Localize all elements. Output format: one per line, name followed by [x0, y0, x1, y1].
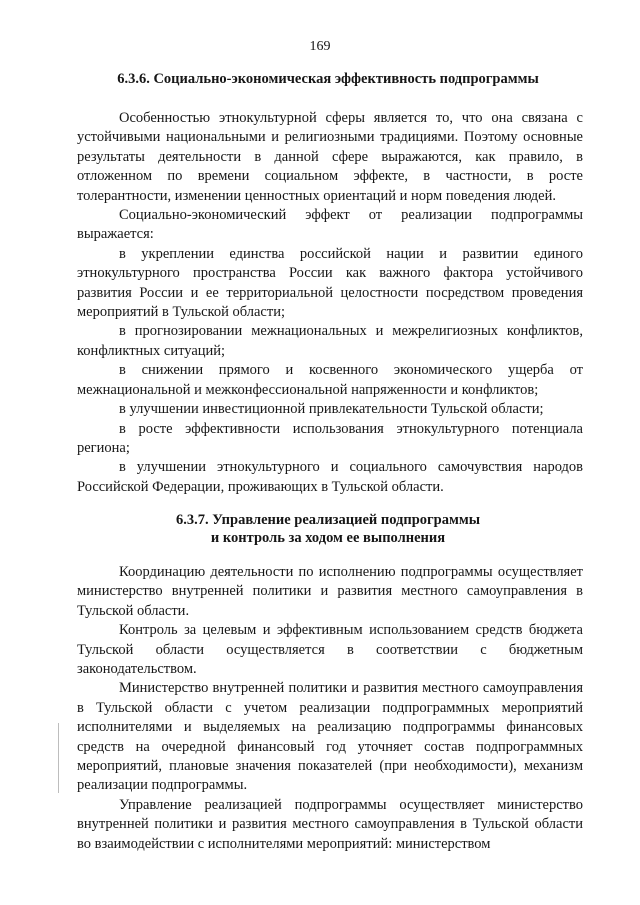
list-item: в росте эффективности использования этнокультурного потенциала региона; — [77, 420, 583, 456]
list-item: в улучшении этнокультурного и социального самочувствия народов Российской Федерации, проживающих в Тульской области. — [77, 459, 583, 495]
list-item: в прогнозировании межнациональных и межрелигиозных конфликтов, конфликтных ситуаций; — [77, 323, 583, 359]
section-6-3-6-body — [77, 109, 583, 497]
paragraph: Координацию деятельности по исполнению подпрограммы осуществляет министерство внутренней политики и развития местного самоуправления в Тульской области. — [77, 564, 583, 619]
list-item: в улучшении инвестиционной привлекательности Тульской области; — [119, 401, 544, 418]
section-heading-line: и контроль за ходом ее выполнения — [210, 530, 446, 546]
paragraph: Контроль за целевым и эффективным использованием средств бюджета Тульской области осуществляется в соответствии с бюджетным законодательством. — [77, 622, 583, 678]
section-heading-6-3-6: 6.3.6. Социально-экономическая эффективность подпрограммы — [117, 71, 539, 87]
list-item: в укреплении единства российской нации и развитии единого этнокультурного пространства России как важного фактора устойчивого развития России и ее территориальной целостности посредством проведения мероприятий в Тульской области; — [77, 245, 583, 321]
paragraph: Социально-экономический эффект от реализации подпрограммы выражается: — [77, 207, 583, 243]
paragraph: Особенностью этнокультурной сферы является то, что она связана с устойчивыми национальными и религиозными традициями. Поэтому основные результаты деятельности в данной сфере выражаются, как правило, в отложенном по времени социальном эффекте, в частности, в росте толерантности, изменении ценностных ориентаций и норм поведения людей. — [77, 110, 583, 204]
section-heading-6-3-7 — [72, 511, 584, 547]
section-heading-line: 6.3.7. Управление реализацией подпрограммы — [175, 512, 481, 528]
paragraph: Министерство внутренней политики и развития местного самоуправления в Тульской области с учетом реализации подпрограммных мероприятий исполнителями и выделяемых на реализацию подпрограммы финансовых средств на очередной финансовый год уточняет состав подпрограммных мероприятий, плановые значения показателей (при необходимости), механизм реализации подпрограммы. — [77, 680, 583, 794]
margin-scan-mark — [58, 723, 59, 793]
paragraph: Управление реализацией подпрограммы осуществляет министерство внутренней политики и развития местного самоуправления в Тульской области во взаимодействии с исполнителями мероприятий: министерством — [77, 796, 583, 852]
list-item: в снижении прямого и косвенного экономического ущерба от межнациональной и межконфессиональной напряженности и конфликтов; — [77, 362, 583, 398]
page-number: 169 — [309, 39, 331, 54]
section-6-3-7-body — [77, 563, 583, 854]
